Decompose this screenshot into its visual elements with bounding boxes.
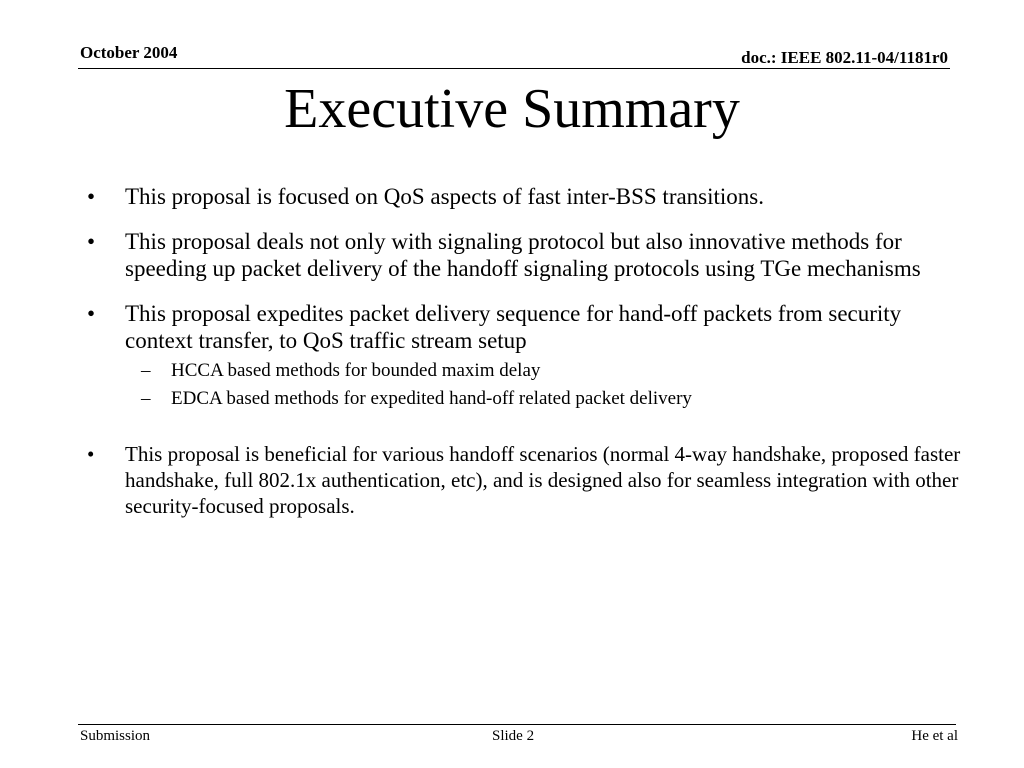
bullet-marker: • <box>87 301 96 326</box>
slide-title: Executive Summary <box>284 78 740 140</box>
bullet-item <box>82 300 962 354</box>
sub-bullet-text: HCCA based methods for bounded maxim delay <box>171 360 541 381</box>
header-date: October 2004 <box>80 43 178 62</box>
bullet-item <box>82 441 962 519</box>
bullet-marker: • <box>87 229 96 254</box>
bullet-text: This proposal expedites packet delivery sequence for hand-off packets from security context transfer, to QoS traffic stream setup <box>125 301 902 353</box>
bullet-marker: • <box>87 442 95 466</box>
header-document-id: doc.: IEEE 802.11-04/1181r0 <box>741 48 948 67</box>
footer-authors: He et al <box>911 728 958 744</box>
sub-bullet-marker: – <box>141 388 151 409</box>
bullet-text: This proposal deals not only with signaling protocol but also innovative methods for speeding up packet delivery of the handoff signaling protocols using TGe mechanisms <box>125 229 921 281</box>
header-rule <box>78 68 950 69</box>
footer-submission: Submission <box>80 728 151 744</box>
sub-bullet-marker: – <box>141 360 151 381</box>
sub-bullet-item <box>82 386 962 412</box>
bullet-text: This proposal is focused on QoS aspects of fast inter-BSS transitions. <box>125 184 765 209</box>
bullet-item <box>82 183 962 210</box>
sub-bullet-item <box>82 358 962 384</box>
footer-slide-number: Slide 2 <box>492 728 535 744</box>
sub-bullet-text: EDCA based methods for expedited hand-off related packet delivery <box>171 388 692 409</box>
footer-rule <box>78 724 956 725</box>
bullet-text: This proposal is beneficial for various handoff scenarios (normal 4-way handshake, proposed faster handshake, full 802.1x authentication, etc), and is designed also for seamless integration with other security-focused proposals. <box>125 442 961 518</box>
slide-body <box>82 183 962 519</box>
bullet-marker: • <box>87 184 96 209</box>
bullet-item <box>82 228 962 282</box>
